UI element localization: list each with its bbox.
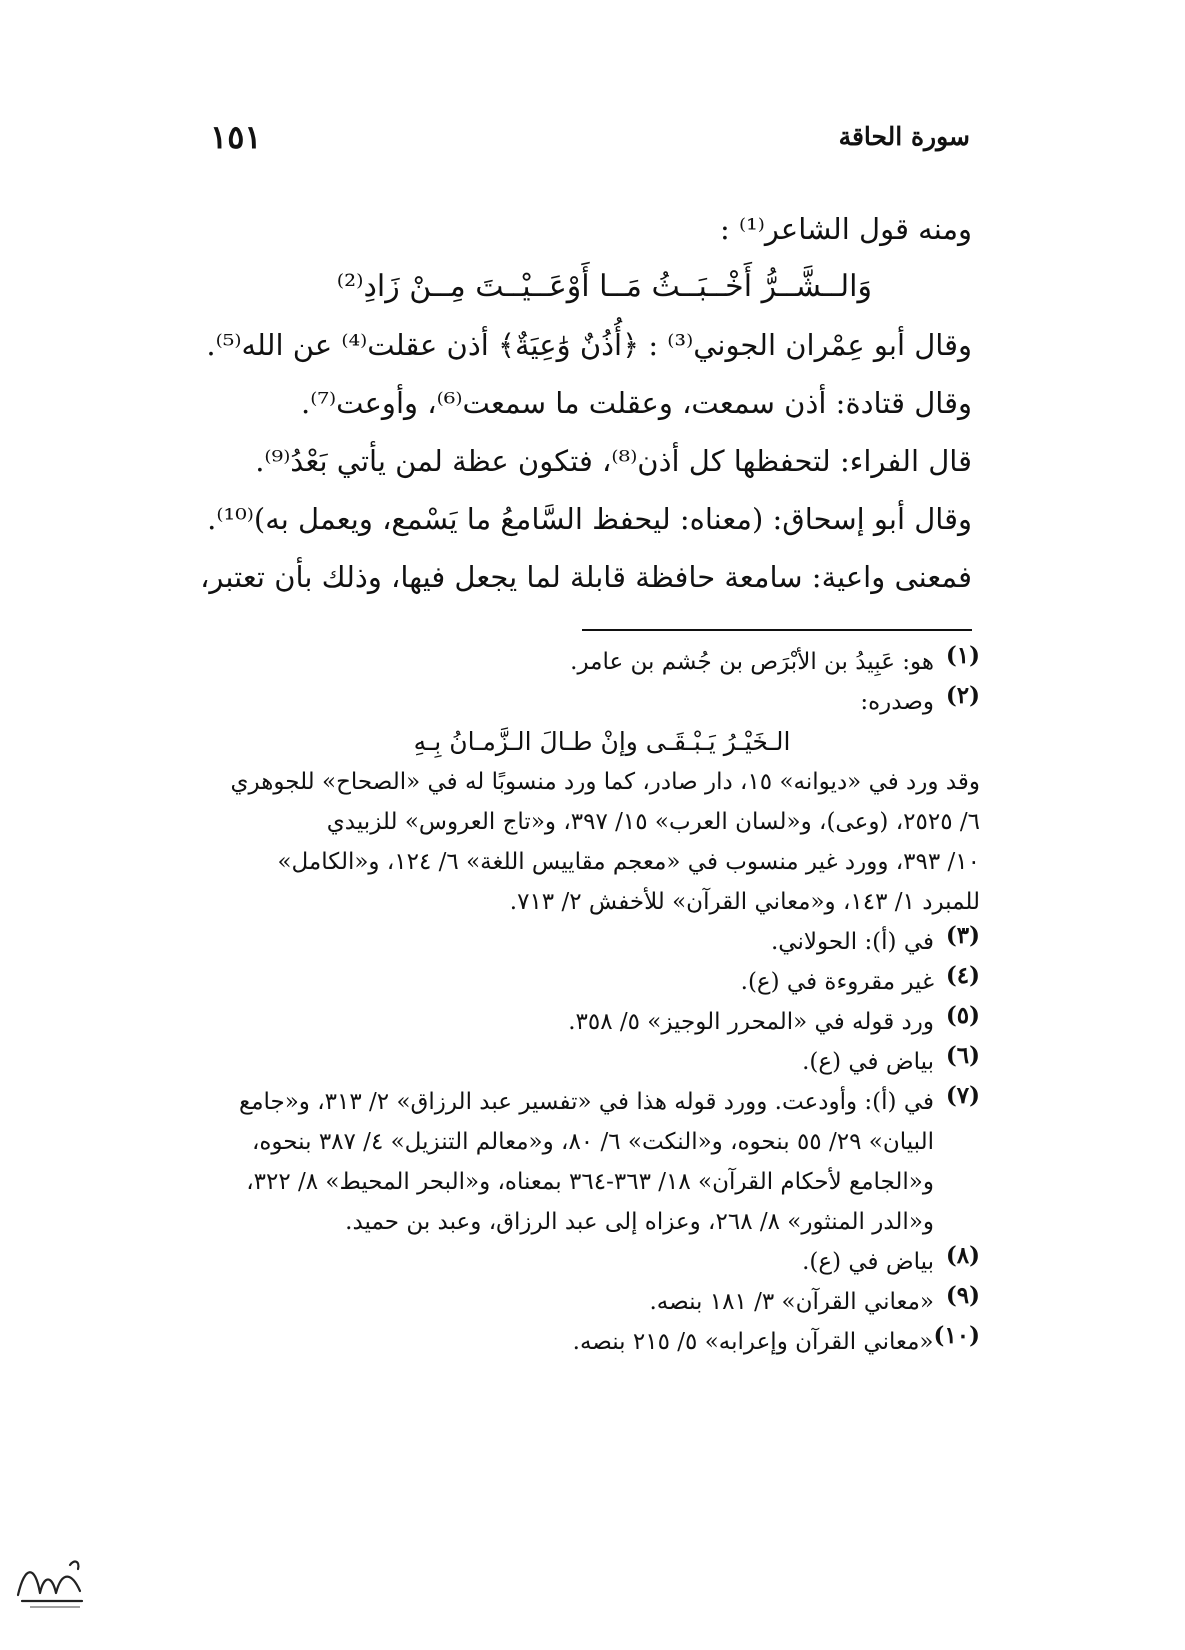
footnote: [150, 762, 980, 922]
footnote-text: [150, 1242, 934, 1282]
footnote-text: [150, 1322, 934, 1362]
footnote-text: [150, 762, 980, 922]
footnote: [150, 962, 980, 1002]
footnote-divider: [582, 629, 972, 631]
page-header: [200, 118, 970, 158]
footnote: [150, 1082, 980, 1242]
footnote-text: [150, 922, 934, 962]
footnote-line: وصدره:: [860, 689, 934, 715]
text-line: ومنه قول الشاعر⁽¹⁾ :: [720, 212, 972, 246]
footnote-line: ورد قوله في «المحرر الوجيز» ٥/ ٣٥٨.: [568, 1009, 934, 1035]
footnote-number: (٦): [945, 1042, 980, 1069]
footnote-line: ١٠/ ٣٩٣، وورد غير منسوب في «معجم مقاييس اللغة» ٦/ ١٢٤، و«الكامل»: [277, 849, 980, 875]
footnote-line: هو: عَبِيدُ بن الأبْرَص بن جُشم بن عامر.: [570, 649, 934, 675]
text-line: وقال قتادة: أذن سمعت، وعقلت ما سمعت⁽⁶⁾، وأوعت⁽⁷⁾.: [301, 386, 972, 420]
footnote-line: ٦/ ٢٥٢٥، (وعى)، و«لسان العرب» ١٥/ ٣٩٧، و«تاج العروس» للزبيدي: [326, 809, 980, 835]
footnote: [150, 1322, 980, 1362]
footnote-number: (٧): [945, 1082, 980, 1109]
footnote-text: [150, 962, 934, 1002]
footnote-text: [150, 1002, 934, 1042]
footnote-number: (٣): [945, 922, 980, 949]
footnotes: [150, 642, 980, 1362]
footnote-line: و«الدر المنثور» ٨/ ٢٦٨، وعزاه إلى عبد الرزاق، وعبد بن حميد.: [345, 1209, 934, 1235]
footnote-number: (٢): [945, 682, 980, 709]
footnote-number: (٥): [945, 1002, 980, 1029]
footnote: [150, 722, 980, 762]
footnote: [150, 642, 980, 682]
footnote-text: [150, 1042, 934, 1082]
calligraphy-seal-icon: [10, 1555, 90, 1615]
footnote-line: وقد ورد في «ديوانه» ١٥، دار صادر، كما ورد منسوبًا له في «الصحاح» للجوهري: [230, 769, 980, 795]
text-line: وقال أبو عِمْران الجوني⁽³⁾ : ﴿أُذُنٌ وَٰعِيَةٌ﴾ أذن عقلت⁽⁴⁾ عن الله⁽⁵⁾.: [206, 328, 972, 362]
footnote-line: البيان» ٢٩/ ٥٥ بنحوه، و«النكت» ٦/ ٨٠، و«معالم التنزيل» ٤/ ٣٨٧ بنحوه،: [251, 1129, 934, 1155]
verse-line: الـخَيْـرُ يَـبْـقَـى وإنْ طـالَ الـزَّمـانُ بِـهِ: [413, 727, 791, 756]
footnote-number: (٩): [945, 1282, 980, 1309]
footnote: [150, 682, 980, 722]
footnote-number: (٤): [945, 962, 980, 989]
footnote: [150, 1282, 980, 1322]
footnote-number: (٨): [945, 1242, 980, 1269]
footnote-line: «معاني القرآن وإعرابه» ٥/ ٢١٥ بنصه.: [572, 1329, 934, 1355]
footnote-line: غير مقروءة في (ع).: [740, 969, 934, 995]
footnote-text: [150, 722, 934, 762]
footnote-text: [150, 1082, 934, 1242]
footnote-text: [150, 642, 934, 682]
verse-line: وَالــشَّــرُّ أَخْــبَــثُ مَــا أَوْعَــيْــتَ مِــنْ زَادِ⁽²⁾: [336, 269, 872, 304]
footnote-number: (١٠): [933, 1322, 980, 1349]
footnote-line: بياض في (ع).: [802, 1049, 934, 1075]
footnote-line: و«الجامع لأحكام القرآن» ١٨/ ٣٦٣-٣٦٤ بمعناه، و«البحر المحيط» ٨/ ٣٢٢،: [246, 1169, 934, 1195]
footnote: [150, 922, 980, 962]
surah-title: سورة الحاقة: [838, 122, 970, 151]
footnote-text: [150, 682, 934, 722]
footnote-line: في (أ): وأودعت. وورد قوله هذا في «تفسير عبد الرزاق» ٢/ ٣١٣، و«جامع: [238, 1089, 934, 1115]
text-line: وقال أبو إسحاق: (معناه: ليحفظ السَّامعُ ما يَسْمع، ويعمل به)⁽¹⁰⁾.: [207, 502, 972, 536]
text-line: قال الفراء: لتحفظها كل أذن⁽⁸⁾، فتكون عظة لمن يأتي بَعْدُ⁽⁹⁾.: [255, 444, 972, 478]
footnote: [150, 1002, 980, 1042]
footnote-line: بياض في (ع).: [802, 1249, 934, 1275]
footnote-line: في (أ): الحولاني.: [771, 929, 934, 955]
footnote-indent: [934, 722, 980, 762]
footnote-number: (١): [945, 642, 980, 669]
footnote-line: للمبرد ١/ ١٤٣، و«معاني القرآن» للأخفش ٢/ ٧١٣.: [509, 889, 980, 915]
footnote-text: [150, 1282, 934, 1322]
footnote: [150, 1242, 980, 1282]
page-number: ١٥١: [210, 118, 262, 156]
main-text: [150, 200, 972, 606]
text-line: فمعنى واعية: سامعة حافظة قابلة لما يجعل فيها، وذلك بأن تعتبر،: [200, 560, 972, 594]
footnote-line: «معاني القرآن» ٣/ ١٨١ بنصه.: [649, 1289, 934, 1315]
footnote: [150, 1042, 980, 1082]
